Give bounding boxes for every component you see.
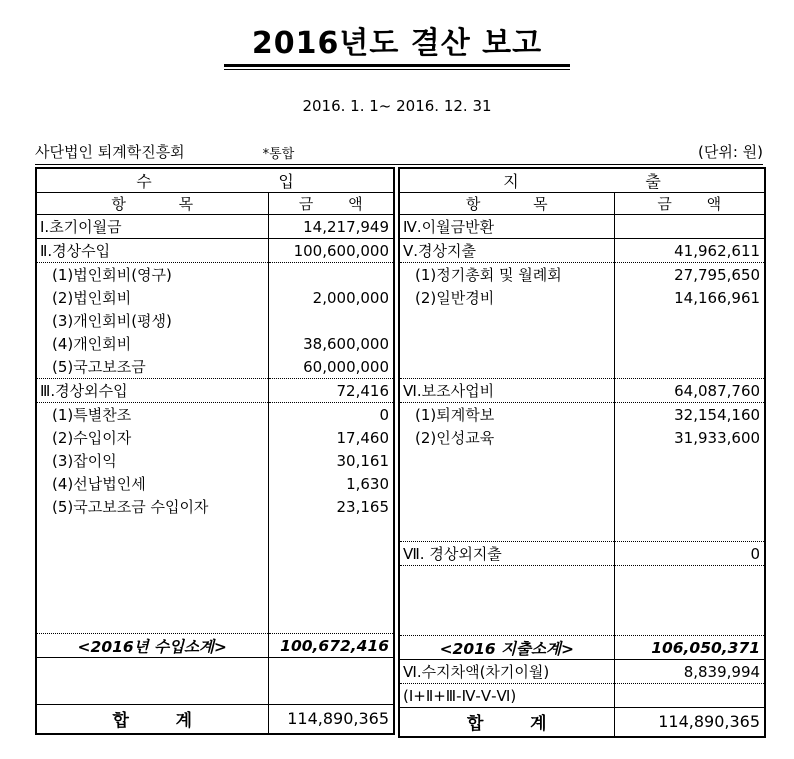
table-row [36,518,394,541]
amount-cell [614,215,765,239]
item-cell: <2016년 수입소계> [36,634,268,658]
table-row [399,660,765,684]
amount-cell [268,564,394,587]
item-cell [399,332,614,355]
item-cell: (1)퇴계학보 [399,403,614,427]
amount-cell [614,589,765,612]
amount-cell: 1,630 [346,474,390,493]
expense-amount-column-header: 금 액 [614,193,765,215]
item-cell: Ⅱ.경상수입 [36,239,268,263]
amount-cell: 2,000,000 [312,288,390,307]
amount-cell [614,518,765,542]
table-row [399,426,765,449]
consolidated-note: *통합 [262,147,295,162]
item-cell [36,564,268,587]
item-cell [399,355,614,379]
amount-cell: 41,962,611 [614,239,765,263]
title-underline [224,64,570,70]
report-period: 2016. 1. 1~ 2016. 12. 31 [302,97,492,115]
table-row [399,495,765,518]
item-cell [399,518,614,542]
amount-cell [614,309,765,332]
table-row [36,472,394,495]
amount-cell [614,684,765,708]
amount-cell: 8,839,994 [614,660,765,684]
item-cell: Ⅴ.경상지출 [399,239,614,263]
item-cell [36,518,268,541]
amount-cell: 106,050,371 [614,636,765,660]
table-row [399,403,765,427]
amount-cell: 14,217,949 [303,217,390,236]
table-row [36,495,394,518]
amount-cell: 0 [268,403,394,427]
item-cell: (1)특별찬조 [36,403,268,427]
item-cell: (5)국고보조금 수입이자 [36,495,268,518]
amount-cell: 32,154,160 [614,403,765,427]
item-cell [399,589,614,612]
item-cell: Ⅶ. 경상외지출 [399,542,614,566]
currency-unit-label: (단위: 원) [698,143,763,161]
item-cell: 합 계 [399,708,614,737]
item-cell: (2)인성교육 [399,426,614,449]
table-row [399,684,765,708]
amount-cell: 0 [614,542,765,566]
income-item-column-header: 항 목 [36,193,268,215]
table-row [399,542,765,566]
table-row [399,566,765,590]
item-cell: (2)법인회비 [36,286,268,309]
table-row [36,541,394,564]
table-row [399,449,765,472]
item-cell: (3)개인회비(평생) [36,309,268,332]
item-cell: (4)선납법인세 [36,472,268,495]
amount-cell [268,263,394,287]
table-row [36,379,394,403]
table-row [36,681,394,705]
table-row [399,472,765,495]
table-row [36,263,394,287]
table-row [399,332,765,355]
income-section-title: 수 입 [36,168,394,193]
amount-cell [614,612,765,636]
table-row [399,355,765,379]
item-cell: Ⅲ.경상외수입 [36,379,268,403]
amount-cell [614,495,765,518]
table-row [36,215,394,239]
expense-item-column-header: 항 목 [399,193,614,215]
table-row [36,705,394,734]
item-cell: (1)정기총회 및 월례회 [399,263,614,287]
table-row [399,263,765,287]
item-cell: (2)수입이자 [36,426,268,449]
item-cell: (3)잡이익 [36,449,268,472]
income-amount-column-header: 금 액 [268,193,394,215]
table-row [36,564,394,587]
amount-cell: 60,000,000 [303,357,390,376]
amount-cell: 27,795,650 [614,263,765,287]
table-row [399,239,765,263]
table-row [36,587,394,610]
amount-cell: 100,600,000 [268,239,394,263]
amount-cell: 64,087,760 [614,379,765,403]
table-row [36,610,394,634]
item-cell [36,681,268,705]
amount-cell [268,587,394,610]
item-cell [399,566,614,590]
amount-cell: 23,165 [336,497,390,516]
amount-cell [268,541,394,564]
item-cell: (1)법인회비(영구) [36,263,268,287]
amount-cell [268,309,394,332]
table-row [36,355,394,379]
page-title: 2016년도 결산 보고 [251,26,543,61]
item-cell: Ⅰ.초기이월금 [36,215,268,239]
item-cell: Ⅳ.이월금반환 [399,215,614,239]
amount-cell: 17,460 [336,428,390,447]
item-cell [399,612,614,636]
amount-cell: 100,672,416 [268,634,394,658]
expense-section-header-row [399,168,765,193]
expense-section-title: 지 출 [399,168,765,193]
amount-cell [268,518,394,541]
amount-cell [268,681,394,705]
table-row [36,426,394,449]
table-row [36,332,394,355]
table-row [399,286,765,309]
item-cell [36,658,268,682]
table-row [399,612,765,636]
item-cell [399,449,614,472]
meta-row [35,144,763,162]
item-cell [399,495,614,518]
item-cell [399,309,614,332]
amount-cell: 31,933,600 [674,428,761,447]
amount-cell [614,472,765,495]
item-cell [36,610,268,634]
amount-cell: 30,161 [336,451,390,470]
table-row [36,403,394,427]
amount-cell [268,658,394,682]
item-cell [36,541,268,564]
item-cell [399,472,614,495]
item-cell: (Ⅰ+Ⅱ+Ⅲ-Ⅳ-Ⅴ-Ⅵ) [399,684,614,708]
table-row [399,215,765,239]
table-row [36,449,394,472]
expense-table [398,167,766,738]
table-row [399,589,765,612]
amount-cell: 14,166,961 [674,288,761,307]
table-row [36,658,394,682]
income-section-header-row [36,168,394,193]
table-row [36,634,394,658]
amount-cell [268,610,394,634]
income-table [35,167,395,735]
table-row [399,309,765,332]
tables-container [35,167,763,738]
item-cell: <2016 지출소계> [399,636,614,660]
item-cell: (4)개인회비 [36,332,268,355]
item-cell [36,587,268,610]
table-row [399,379,765,403]
amount-cell [614,355,765,379]
income-column-header-row [36,193,394,215]
table-row [36,286,394,309]
amount-cell: 114,890,365 [268,705,394,734]
item-cell: Ⅵ.수지차액(차기이월) [399,660,614,684]
amount-cell: 114,890,365 [614,708,765,737]
amount-cell: 72,416 [268,379,394,403]
organization-name: 사단법인 퇴계학진흥회 [35,143,185,161]
table-row [36,309,394,332]
amount-cell: 38,600,000 [303,334,390,353]
amount-cell [614,566,765,590]
item-cell: (2)일반경비 [399,286,614,309]
item-cell: 합 계 [36,705,268,734]
expense-column-header-row [399,193,765,215]
amount-cell [614,449,765,472]
item-cell: (5)국고보조금 [36,355,268,379]
table-row [399,708,765,737]
table-row [399,636,765,660]
amount-cell [614,332,765,355]
table-row [399,518,765,542]
table-row [36,239,394,263]
item-cell: Ⅵ.보조사업비 [399,379,614,403]
